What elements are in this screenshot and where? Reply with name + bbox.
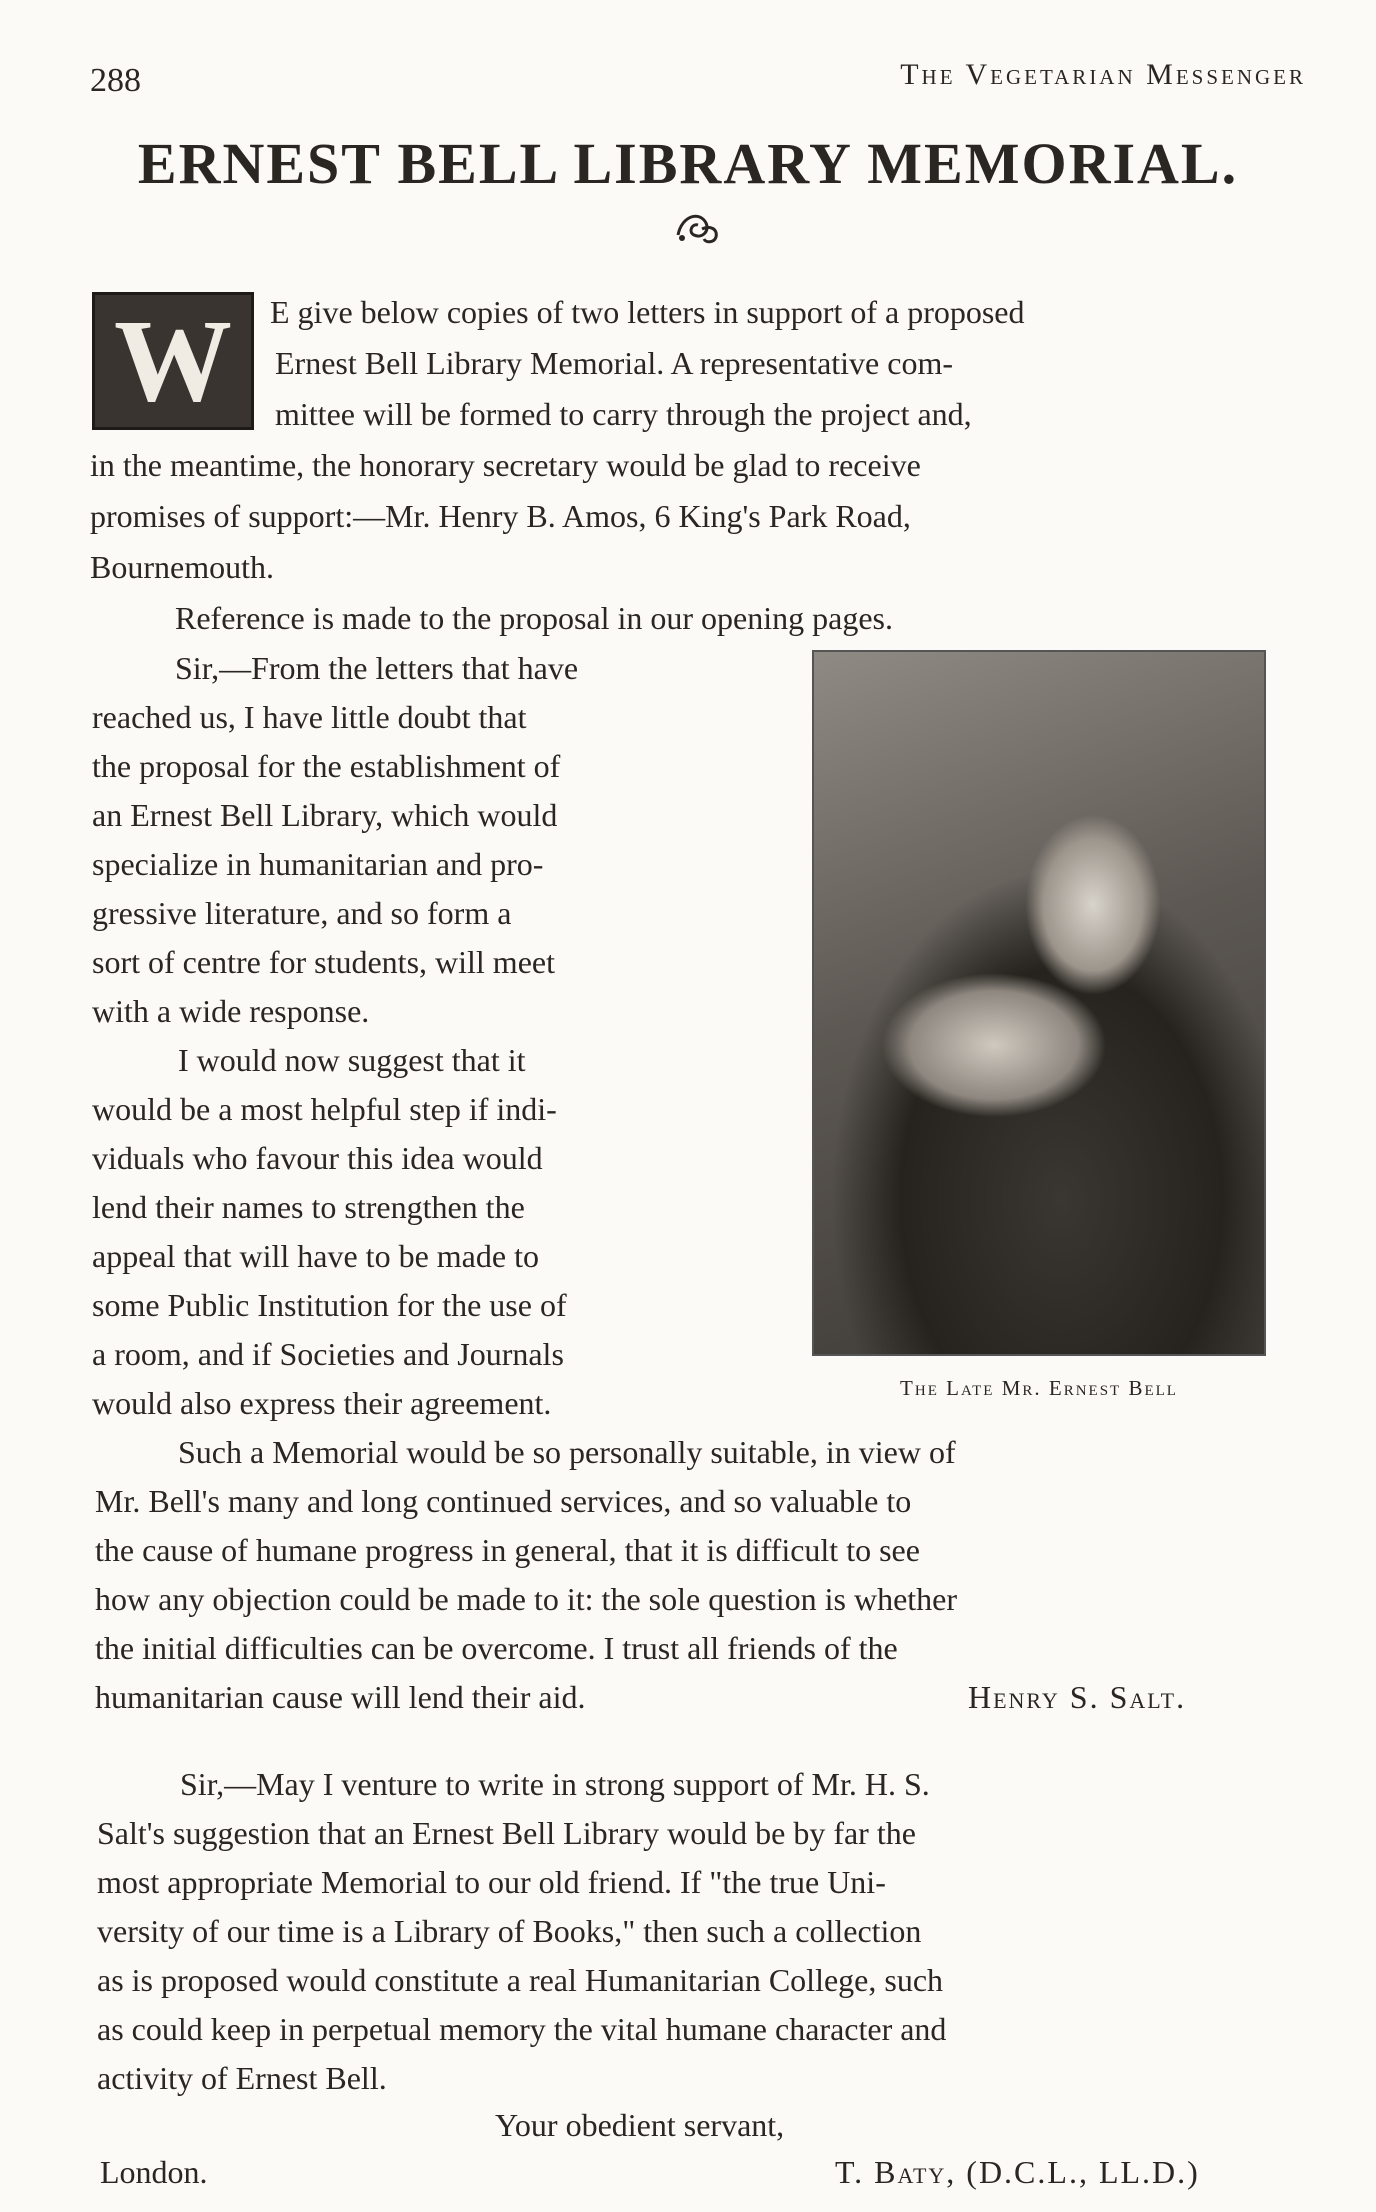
letter1-signature: Henry S. Salt. bbox=[968, 1679, 1187, 1715]
letter2-line: Salt's suggestion that an Ernest Bell Library would be by far the bbox=[97, 1815, 916, 1851]
letter1-line: humanitarian cause will lend their aid. bbox=[95, 1679, 586, 1715]
letter1-line: would also express their agreement. bbox=[92, 1385, 552, 1421]
fleuron-icon bbox=[672, 205, 722, 247]
letter1-line: the initial difficulties can be overcome. I trust all friends of the bbox=[95, 1630, 898, 1666]
intro-line: Bournemouth. bbox=[90, 549, 274, 585]
letter1-line: a room, and if Societies and Journals bbox=[92, 1336, 564, 1372]
intro-line: mittee will be formed to carry through the project and, bbox=[275, 396, 972, 432]
letter1-line: Mr. Bell's many and long continued services, and so valuable to bbox=[95, 1483, 912, 1519]
letter1-line: how any objection could be made to it: the sole question is whether bbox=[95, 1581, 958, 1617]
location: London. bbox=[100, 2154, 208, 2190]
intro-line: promises of support:—Mr. Henry B. Amos, 6 King's Park Road, bbox=[90, 498, 911, 534]
intro-line: in the meantime, the honorary secretary would be glad to receive bbox=[90, 447, 921, 483]
drop-cap bbox=[92, 292, 254, 430]
letter1-line: Such a Memorial would be so personally suitable, in view of bbox=[178, 1434, 956, 1470]
letter2-line: versity of our time is a Library of Books," then such a collection bbox=[97, 1913, 922, 1949]
letter1-line: would be a most helpful step if indi- bbox=[92, 1091, 557, 1127]
letter1-line: some Public Institution for the use of bbox=[92, 1287, 567, 1323]
letter1-line: specialize in humanitarian and pro- bbox=[92, 846, 544, 882]
page-number: 288 bbox=[90, 62, 141, 99]
intro-line: Reference is made to the proposal in our opening pages. bbox=[175, 600, 893, 636]
letter1-line: with a wide response. bbox=[92, 993, 370, 1029]
letter2-line: activity of Ernest Bell. bbox=[97, 2060, 387, 2096]
ernest-bell-photo bbox=[812, 650, 1266, 1356]
letter2-signature: T. Baty, (D.C.L., LL.D.) bbox=[835, 2154, 1200, 2190]
letter1-line: viduals who favour this idea would bbox=[92, 1140, 543, 1176]
letter1-line: the cause of humane progress in general, that it is difficult to see bbox=[95, 1532, 920, 1568]
closing: Your obedient servant, bbox=[495, 2107, 785, 2143]
letter2-line: most appropriate Memorial to our old friend. If "the true Uni- bbox=[97, 1864, 886, 1900]
letter2-line: as could keep in perpetual memory the vital humane character and bbox=[97, 2011, 947, 2047]
letter1-line: an Ernest Bell Library, which would bbox=[92, 797, 558, 833]
letter1-line: I would now suggest that it bbox=[178, 1042, 526, 1078]
letter1-line: gressive literature, and so form a bbox=[92, 895, 512, 931]
letter1-line: appeal that will have to be made to bbox=[92, 1238, 539, 1274]
intro-line: E give below copies of two letters in support of a proposed bbox=[270, 294, 1025, 330]
running-head: The Vegetarian Messenger bbox=[900, 58, 1306, 91]
article-title: ERNEST BELL LIBRARY MEMORIAL. bbox=[137, 131, 1239, 196]
letter1-line: reached us, I have little doubt that bbox=[92, 699, 527, 735]
drop-cap-letter: W bbox=[114, 295, 232, 426]
letter1-line: sort of centre for students, will meet bbox=[92, 944, 555, 980]
intro-line: Ernest Bell Library Memorial. A representative com- bbox=[275, 345, 953, 381]
letter1-line: the proposal for the establishment of bbox=[92, 748, 561, 784]
letter2-line: Sir,—May I venture to write in strong support of Mr. H. S. bbox=[180, 1766, 930, 1802]
letter2-line: as is proposed would constitute a real Humanitarian College, such bbox=[97, 1962, 944, 1998]
photo-caption: The Late Mr. Ernest Bell bbox=[900, 1376, 1178, 1400]
letter1-line: lend their names to strengthen the bbox=[92, 1189, 525, 1225]
letter1-line: Sir,—From the letters that have bbox=[175, 650, 579, 686]
